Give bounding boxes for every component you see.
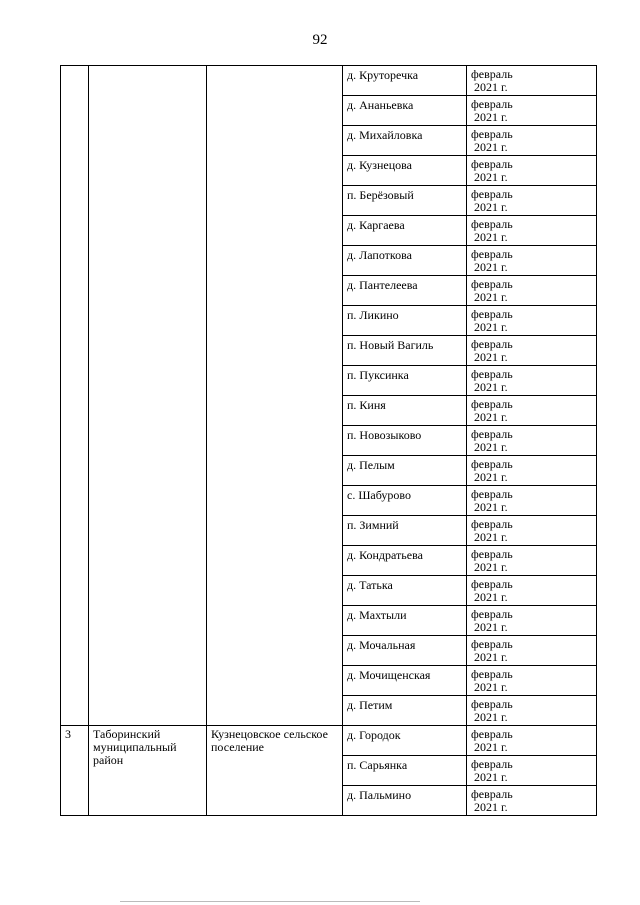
date-cell xyxy=(467,516,597,546)
location-name: с. Шабурово xyxy=(347,488,411,502)
settlement-cell xyxy=(207,66,343,726)
location-cell xyxy=(343,456,467,486)
location-name: д. Каргаева xyxy=(347,218,405,232)
location-cell xyxy=(343,156,467,186)
month-text: февраль xyxy=(471,607,513,621)
month-text: февраль xyxy=(471,307,513,321)
location-cell xyxy=(343,66,467,96)
location-cell xyxy=(343,126,467,156)
year-text: 2021 г. xyxy=(474,110,508,124)
location-cell xyxy=(343,576,467,606)
location-cell xyxy=(343,666,467,696)
date-cell xyxy=(467,426,597,456)
location-cell xyxy=(343,486,467,516)
location-name: д. Пальмино xyxy=(347,788,412,802)
date-cell xyxy=(467,726,597,756)
location-name: д. Пелым xyxy=(347,458,395,472)
location-name: д. Мочальная xyxy=(347,638,416,652)
year-text: 2021 г. xyxy=(474,680,508,694)
location-cell xyxy=(343,756,467,786)
month-text: февраль xyxy=(471,577,513,591)
month-text: февраль xyxy=(471,67,513,81)
location-cell xyxy=(343,336,467,366)
year-text: 2021 г. xyxy=(474,290,508,304)
month-text: февраль xyxy=(471,517,513,531)
district-cell-text: Таборинский муниципальный район xyxy=(93,727,177,767)
location-name: п. Берёзовый xyxy=(347,188,414,202)
year-text: 2021 г. xyxy=(474,530,508,544)
year-text: 2021 г. xyxy=(474,590,508,604)
location-name: д. Петим xyxy=(347,698,393,712)
location-cell xyxy=(343,636,467,666)
year-text: 2021 г. xyxy=(474,230,508,244)
location-name: п. Пуксинка xyxy=(347,368,409,382)
location-cell xyxy=(343,516,467,546)
location-name: д. Мочищенская xyxy=(347,668,431,682)
year-text: 2021 г. xyxy=(474,770,508,784)
date-cell xyxy=(467,306,597,336)
month-text: февраль xyxy=(471,247,513,261)
scan-edge-line xyxy=(120,901,420,902)
date-cell xyxy=(467,696,597,726)
month-text: февраль xyxy=(471,637,513,651)
district-cell xyxy=(89,726,207,816)
date-cell xyxy=(467,786,597,816)
location-cell xyxy=(343,696,467,726)
month-text: февраль xyxy=(471,157,513,171)
date-cell xyxy=(467,606,597,636)
year-text: 2021 г. xyxy=(474,380,508,394)
location-name: д. Круторечка xyxy=(347,68,419,82)
date-cell xyxy=(467,186,597,216)
location-cell xyxy=(343,366,467,396)
location-cell xyxy=(343,396,467,426)
location-cell xyxy=(343,726,467,756)
date-cell xyxy=(467,366,597,396)
location-cell xyxy=(343,546,467,576)
year-text: 2021 г. xyxy=(474,170,508,184)
location-cell xyxy=(343,306,467,336)
date-cell xyxy=(467,576,597,606)
settlement-cell-text: Кузнецовское сельское поселение xyxy=(211,727,328,754)
date-cell xyxy=(467,246,597,276)
location-name: п. Сарьянка xyxy=(347,758,408,772)
location-name: п. Ликино xyxy=(347,308,399,322)
location-name: п. Новый Вагиль xyxy=(347,338,434,352)
location-cell xyxy=(343,786,467,816)
year-text: 2021 г. xyxy=(474,440,508,454)
location-name: д. Лапоткова xyxy=(347,248,412,262)
row-number-cell-text xyxy=(61,66,88,68)
year-text: 2021 г. xyxy=(474,650,508,664)
year-text: 2021 г. xyxy=(474,260,508,274)
month-text: февраль xyxy=(471,97,513,111)
location-name: д. Кузнецова xyxy=(347,158,412,172)
month-text: февраль xyxy=(471,337,513,351)
page-number: 92 xyxy=(312,32,328,48)
location-name: д. Ананьевка xyxy=(347,98,414,112)
location-name: п. Киня xyxy=(347,398,386,412)
month-text: февраль xyxy=(471,697,513,711)
date-cell xyxy=(467,456,597,486)
month-text: февраль xyxy=(471,757,513,771)
date-cell xyxy=(467,126,597,156)
month-text: февраль xyxy=(471,667,513,681)
date-cell xyxy=(467,636,597,666)
location-name: д. Махтыли xyxy=(347,608,407,622)
row-number-cell-text: 3 xyxy=(65,727,71,741)
date-cell xyxy=(467,756,597,786)
year-text: 2021 г. xyxy=(474,500,508,514)
year-text: 2021 г. xyxy=(474,350,508,364)
district-cell-text xyxy=(89,66,206,68)
row-number-cell xyxy=(61,726,89,816)
month-text: февраль xyxy=(471,277,513,291)
month-text: февраль xyxy=(471,187,513,201)
date-cell xyxy=(467,336,597,366)
district-cell xyxy=(89,66,207,726)
date-cell xyxy=(467,156,597,186)
date-cell xyxy=(467,276,597,306)
date-cell xyxy=(467,96,597,126)
table-row xyxy=(61,66,597,96)
location-cell xyxy=(343,606,467,636)
location-name: п. Новозыково xyxy=(347,428,422,442)
location-cell xyxy=(343,426,467,456)
year-text: 2021 г. xyxy=(474,560,508,574)
location-cell xyxy=(343,216,467,246)
month-text: февраль xyxy=(471,457,513,471)
location-name: д. Михайловка xyxy=(347,128,423,142)
schedule-table xyxy=(60,65,597,816)
row-number-cell xyxy=(61,66,89,726)
month-text: февраль xyxy=(471,397,513,411)
year-text: 2021 г. xyxy=(474,140,508,154)
month-text: февраль xyxy=(471,787,513,801)
month-text: февраль xyxy=(471,727,513,741)
location-name: д. Татька xyxy=(347,578,393,592)
date-cell xyxy=(467,486,597,516)
year-text: 2021 г. xyxy=(474,710,508,724)
location-cell xyxy=(343,276,467,306)
location-name: п. Зимний xyxy=(347,518,399,532)
location-cell xyxy=(343,186,467,216)
location-cell xyxy=(343,96,467,126)
year-text: 2021 г. xyxy=(474,320,508,334)
month-text: февраль xyxy=(471,547,513,561)
date-cell xyxy=(467,546,597,576)
date-cell xyxy=(467,396,597,426)
settlement-cell-text xyxy=(207,66,342,68)
year-text: 2021 г. xyxy=(474,620,508,634)
location-cell xyxy=(343,246,467,276)
location-name: д. Кондратьева xyxy=(347,548,423,562)
year-text: 2021 г. xyxy=(474,200,508,214)
year-text: 2021 г. xyxy=(474,470,508,484)
year-text: 2021 г. xyxy=(474,740,508,754)
table-row xyxy=(61,726,597,756)
settlement-cell xyxy=(207,726,343,816)
month-text: февраль xyxy=(471,217,513,231)
month-text: февраль xyxy=(471,127,513,141)
month-text: февраль xyxy=(471,427,513,441)
date-cell xyxy=(467,216,597,246)
table-body xyxy=(61,66,597,816)
date-cell xyxy=(467,66,597,96)
month-text: февраль xyxy=(471,487,513,501)
month-text: февраль xyxy=(471,367,513,381)
year-text: 2021 г. xyxy=(474,800,508,814)
date-cell xyxy=(467,666,597,696)
year-text: 2021 г. xyxy=(474,410,508,424)
location-name: д. Пантелеева xyxy=(347,278,418,292)
location-name: д. Городок xyxy=(347,728,401,742)
year-text: 2021 г. xyxy=(474,80,508,94)
